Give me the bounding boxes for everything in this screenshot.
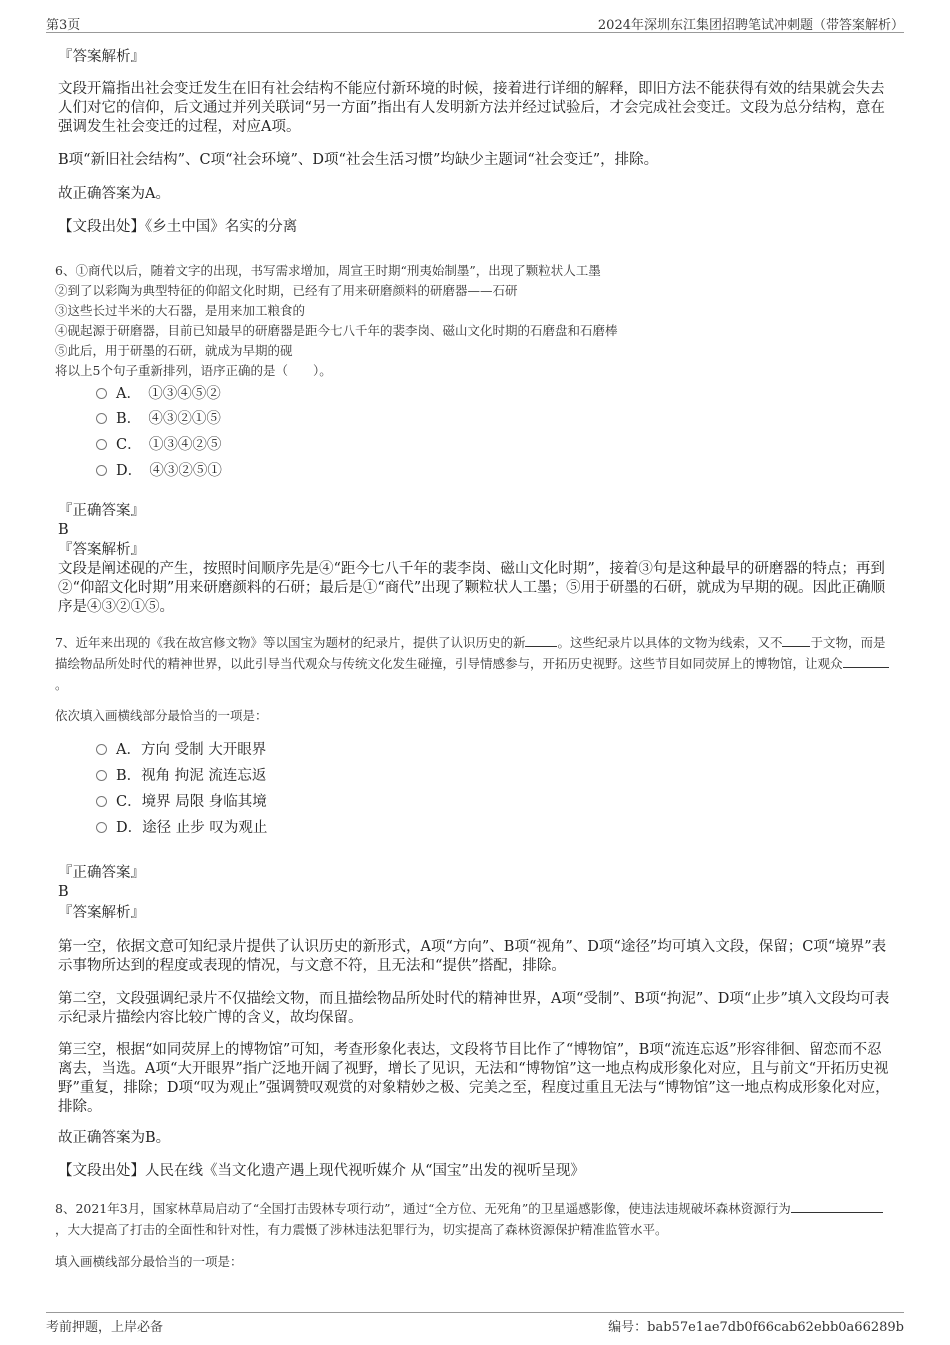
page-footer xyxy=(46,1312,904,1337)
q6-answer: B xyxy=(58,522,69,538)
blank-1[interactable] xyxy=(525,634,557,647)
q6-line-3: ③这些长过半米的大石器，是用来加工粮食的 xyxy=(55,303,306,318)
q5-source: 【文段出处】《乡土中国》名实的分离 xyxy=(58,219,298,235)
radio-icon[interactable] xyxy=(96,388,107,399)
q6-line-4: ④砚起源于研磨器，目前已知最早的研磨器是距今七八千年的裴李岗、磁山文化时期的石磨盘和石磨棒 xyxy=(55,323,618,338)
footer-slogan: 考前押题，上岸必备 xyxy=(46,1320,164,1335)
q7-answer: B xyxy=(58,884,69,900)
radio-icon[interactable] xyxy=(96,822,107,833)
document-id: 编号：bab57e1ae7db0f66cab62ebb0a66289b xyxy=(608,1320,904,1335)
q7-source: 【文段出处】人民在线《当文化遗产遇上现代视听媒介 从“国宝”出发的视听呈现》 xyxy=(58,1163,585,1179)
q6-analysis: 文段是阐述砚的产生，按照时间顺序先是④“距今七八千年的裴李岗、磁山文化时期”，接着③句是这种最早的研磨器的特点；再到②“仰韶文化时期”用来研磨颜料的石研；最后是①“商代”出现了颗粒状人工墨；⑤用于研墨的石研，就成为早期的砚。因此正确顺序是④③②①⑤。 xyxy=(58,561,886,615)
q6-prompt: 将以上5个句子重新排列，语序正确的是（ ）。 xyxy=(55,363,332,378)
blank-2[interactable] xyxy=(782,634,810,647)
radio-icon[interactable] xyxy=(96,770,107,781)
q5-analysis-p2: B项“新旧社会结构”、C项“社会环境”、D项“社会生活习惯”均缺少主题词“社会变迁”，排除。 xyxy=(58,152,659,168)
q7-analysis-p3: 第三空，根据“如同荧屏上的博物馆”可知，考查形象化表达，文段将节目比作了“博物馆”，B项“流连忘返”形容徘徊、留恋而不忍离去，当选。A项“大开眼界”指广泛地开阔了视野，增长了见识，无法和“博物馆”这一地点构成形象化对应，且与前文“开拓历史视野”重复，排除；D项“叹为观止”强调赞叹观赏的对象精妙之极、完美之至，程度过重且无法与“博物馆”这一地点构成形象化对应，排除。 xyxy=(58,1042,890,1115)
q5-analysis-label: 『答案解析』 xyxy=(58,49,145,65)
radio-icon[interactable] xyxy=(96,439,107,450)
q7-correct-label: 『正确答案』 xyxy=(58,865,145,881)
q6-analysis-label: 『答案解析』 xyxy=(58,542,145,558)
blank-1[interactable] xyxy=(791,1200,883,1213)
q7-analysis-p2: 第二空，文段强调纪录片不仅描绘文物，而且描绘物品所处时代的精神世界，A项“受制”、B项“拘泥”、D项“止步”填入文段均可表示纪录片描绘内容比较广博的含义，故均保留。 xyxy=(58,991,890,1026)
q5-analysis-p3: 故正确答案为A。 xyxy=(58,186,170,202)
q7-option-b[interactable]: B．视角 拘泥 流连忘返 xyxy=(96,767,266,786)
page-number: 第3页 xyxy=(46,18,81,33)
q6-option-c[interactable]: C． ①③④②⑤ xyxy=(96,436,221,455)
q7-analysis-label: 『答案解析』 xyxy=(58,905,145,921)
q7-option-a[interactable]: A．方向 受制 大开眼界 xyxy=(96,741,266,760)
q6-correct-label: 『正确答案』 xyxy=(58,503,145,519)
q7-option-d[interactable]: D．途径 止步 叹为观止 xyxy=(96,819,267,838)
q7-analysis-p1: 第一空，依据文意可知纪录片提供了认识历史的新形式，A项“方向”、B项“视角”、D项“途径”均可填入文段，保留；C项“境界”表示事物所达到的程度或表现的情况，与文意不符，且无法和“提供”搭配，排除。 xyxy=(58,939,887,974)
q5-analysis-p1: 文段开篇指出社会变迁发生在旧有社会结构不能应付新环境的时候，接着进行详细的解释，即旧方法不能获得有效的结果就会失去人们对它的信仰，后文通过并列关联词“另一方面”指出有人发明新方法并经过试验后，才会完成社会变迁。文段为总分结构，意在强调发生社会变迁的过程，对应A项。 xyxy=(58,81,885,135)
q6-line-5: ⑤此后，用于研墨的石研，就成为早期的砚 xyxy=(55,343,293,358)
radio-icon[interactable] xyxy=(96,465,107,476)
radio-icon[interactable] xyxy=(96,744,107,755)
q6-option-d[interactable]: D． ④③②⑤① xyxy=(96,462,222,481)
radio-icon[interactable] xyxy=(96,413,107,424)
q6-option-b[interactable]: B． ④③②①⑤ xyxy=(96,410,221,429)
q7-option-c[interactable]: C．境界 局限 身临其境 xyxy=(96,793,267,812)
q8-stem: 8、2021年3月，国家林草局启动了“全国打击毁林专项行动”，通过“全方位、无死角”的卫星遥感影像，使违法违规破坏森林资源行为，大大提高了打击的全面性和针对性，有力震慑了涉林违法犯罪行为，切实提高了森林资源保护精准监管水平。 xyxy=(55,1198,895,1240)
q7-analysis-p4: 故正确答案为B。 xyxy=(58,1130,171,1146)
blank-3[interactable] xyxy=(843,655,889,668)
q8-prompt: 填入画横线部分最恰当的一项是： xyxy=(55,1254,243,1269)
page-header xyxy=(46,12,904,33)
q6-line-1: 6、①商代以后，随着文字的出现，书写需求增加，周宣王时期“刑夷始制墨”，出现了颗粒状人工墨 xyxy=(55,263,601,278)
q7-stem: 7、近年来出现的《我在故宫修文物》等以国宝为题材的纪录片，提供了认识历史的新 。这些纪录片以具体的文物为线索，又不 于文物，而是描绘物品所处时代的精神世界，以此引导当代观众与传统文化发生碰撞，引导情感参与，开拓历史视野。这些节目如同荧屏上的博物馆，让观众。 xyxy=(55,632,895,695)
q6-option-a[interactable]: A． ①③④⑤② xyxy=(96,385,221,404)
radio-icon[interactable] xyxy=(96,796,107,807)
q7-prompt: 依次填入画横线部分最恰当的一项是： xyxy=(55,708,268,723)
document-title: 2024年深圳东江集团招聘笔试冲刺题（带答案解析） xyxy=(597,18,904,33)
q6-line-2: ②到了以彩陶为典型特征的仰韶文化时期，已经有了用来研磨颜料的研磨器——石研 xyxy=(55,283,518,298)
